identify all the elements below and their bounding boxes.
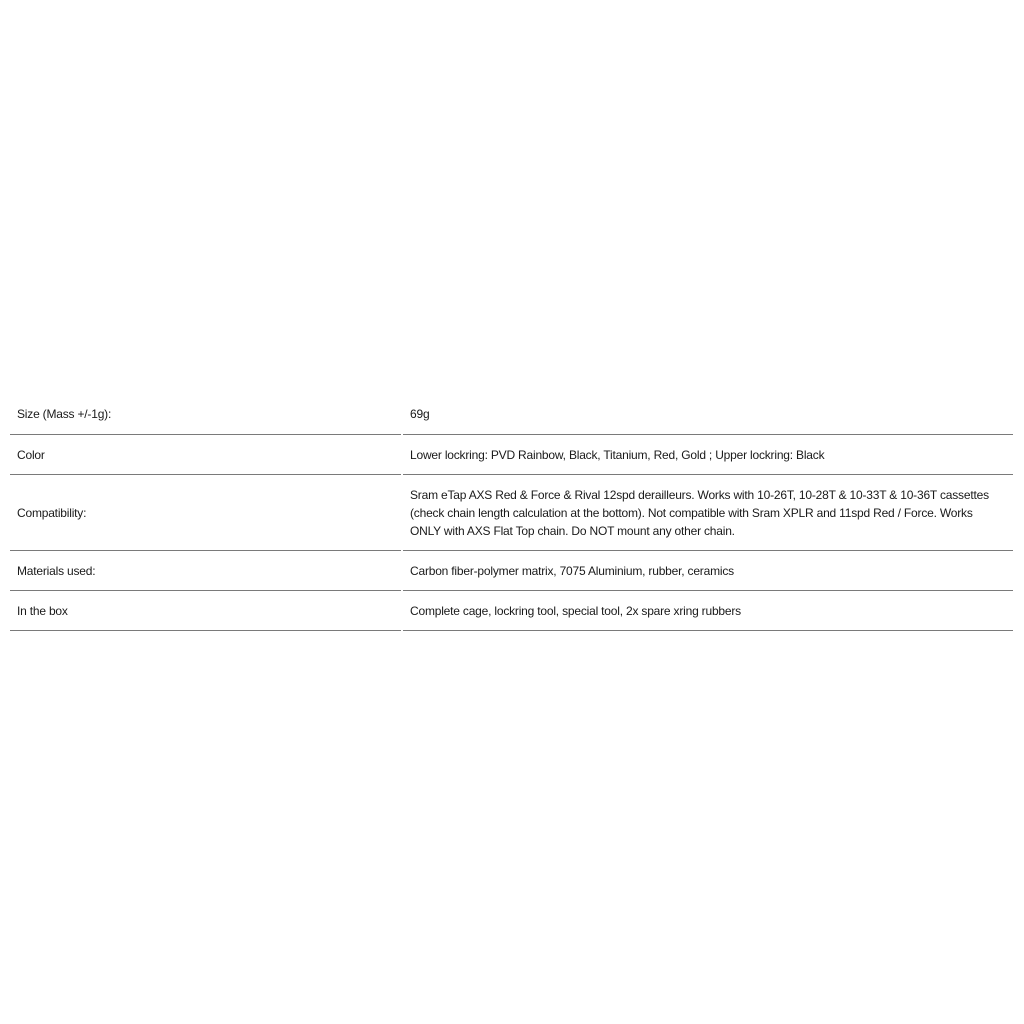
spec-value-materials: Carbon fiber-polymer matrix, 7075 Aluminium, rubber, ceramics xyxy=(403,551,1013,591)
spec-label-compatibility: Compatibility: xyxy=(10,475,401,551)
spec-table xyxy=(10,394,1013,631)
spec-value-compatibility: Sram eTap AXS Red & Force & Rival 12spd derailleurs. Works with 10-26T, 10-28T & 10-33T & 10-36T cassettes (check chain length calculation at the bottom). Not compatible with Sram XPLR and 11spd Red / Force. Works ONLY with AXS Flat Top chain. Do NOT mount any other chain. xyxy=(403,475,1013,551)
spec-label-materials: Materials used: xyxy=(10,551,401,591)
spec-row-materials xyxy=(10,551,1013,591)
spec-row-size xyxy=(10,394,1013,435)
spec-row-in-the-box xyxy=(10,591,1013,631)
spec-label-in-the-box: In the box xyxy=(10,591,401,631)
spec-value-color: Lower lockring: PVD Rainbow, Black, Titanium, Red, Gold ; Upper lockring: Black xyxy=(403,435,1013,475)
spec-row-color xyxy=(10,435,1013,475)
spec-value-in-the-box: Complete cage, lockring tool, special tool, 2x spare xring rubbers xyxy=(403,591,1013,631)
spec-label-size: Size (Mass +/-1g): xyxy=(10,394,401,435)
spec-label-color: Color xyxy=(10,435,401,475)
spec-value-size: 69g xyxy=(403,394,1013,435)
spec-row-compatibility xyxy=(10,475,1013,551)
